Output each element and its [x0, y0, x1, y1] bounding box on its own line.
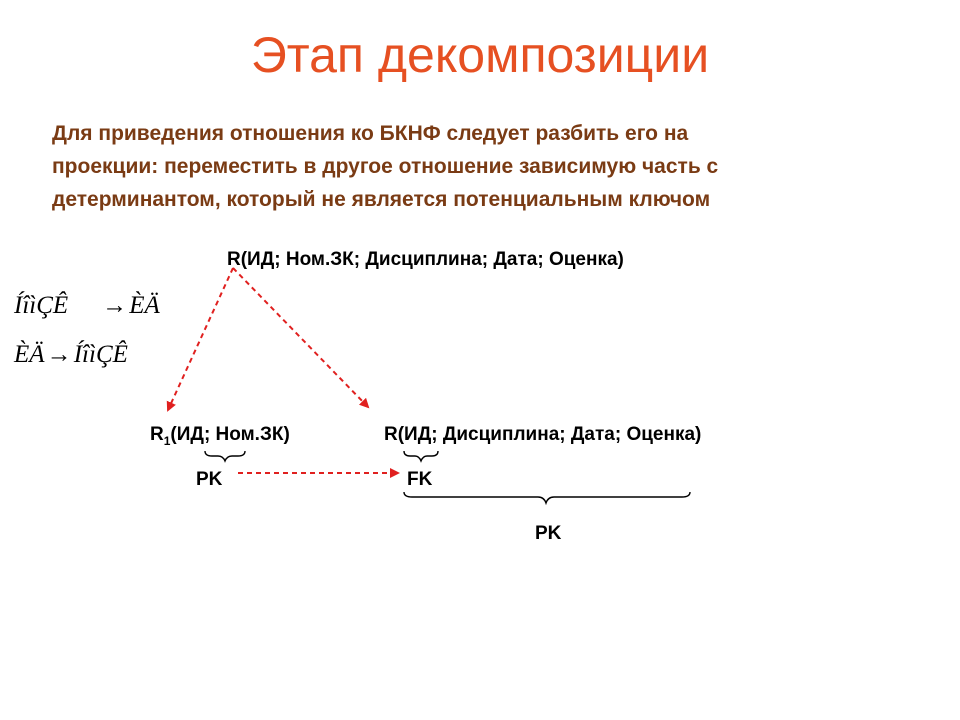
- fk-brace: [404, 451, 438, 461]
- pk-brace-1: [205, 451, 245, 461]
- intro-line-2: проекции: переместить в другое отношение зависимую часть с: [52, 155, 719, 178]
- pk-label-1: PK: [196, 469, 223, 490]
- pk-brace-2: [404, 492, 690, 503]
- relation-2: R(ИД; Дисциплина; Дата; Оценка): [384, 424, 702, 445]
- dependency-1-rhs: ÈÄ: [129, 292, 160, 319]
- intro-line-1: Для приведения отношения ко БКНФ следует разбить его на: [52, 122, 689, 145]
- relation-1-subscript: 1: [163, 434, 171, 448]
- pk-label-2: PK: [535, 523, 562, 544]
- relation-1-attrs: (ИД; Ном.ЗК): [170, 424, 290, 445]
- dependency-2-rhs: ÍîìÇÊ: [73, 341, 128, 368]
- decomposition-arrow-right: [233, 268, 368, 407]
- arrow-icon: →: [102, 292, 128, 319]
- arrow-icon: →: [46, 341, 72, 368]
- page-title: Этап декомпозиции: [250, 27, 710, 83]
- decomposition-arrow-left: [168, 268, 233, 410]
- source-relation: R(ИД; Ном.ЗК; Дисциплина; Дата; Оценка): [227, 249, 624, 270]
- dependency-2-lhs: ÈÄ: [14, 341, 45, 368]
- dependency-1-lhs: ÍîìÇÊ: [14, 292, 69, 319]
- intro-line-3: детерминантом, который не является потенциальным ключом: [52, 188, 711, 211]
- fk-label: FK: [407, 469, 433, 490]
- relation-1-name: R: [150, 424, 164, 445]
